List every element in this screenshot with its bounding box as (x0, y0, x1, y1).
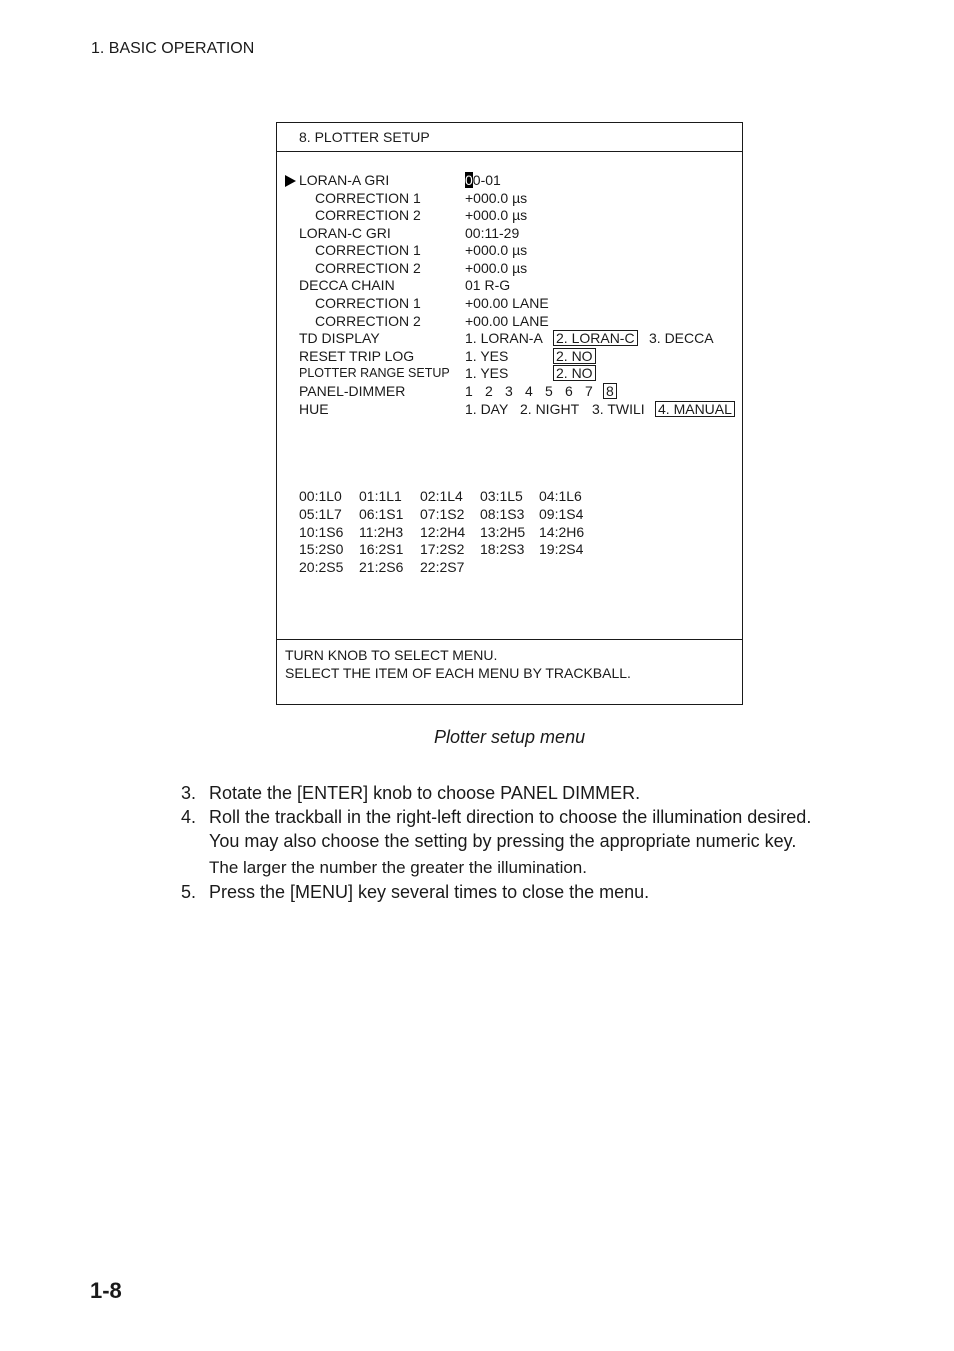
screen-title-bar (277, 123, 742, 152)
chain-code: 22:2S7 (420, 559, 465, 575)
option-no-selected[interactable]: 2. NO (553, 348, 596, 364)
screen-footer (277, 639, 742, 704)
menu-value[interactable]: +000.0 µs (465, 207, 528, 223)
chain-code: 15:2S0 (299, 541, 344, 557)
chain-code: 20:2S5 (299, 559, 344, 575)
option-no-selected[interactable]: 2. NO (553, 365, 596, 381)
menu-label: LORAN-A GRI (299, 172, 390, 188)
edit-cursor: 0 (465, 172, 473, 188)
dimmer-level-7[interactable]: 7 (585, 383, 593, 399)
menu-label: TD DISPLAY (299, 330, 380, 346)
chain-code: 19:2S4 (539, 541, 584, 557)
menu-label: CORRECTION 2 (315, 260, 421, 276)
option-manual-selected[interactable]: 4. MANUAL (655, 401, 735, 417)
menu-label: RESET TRIP LOG (299, 348, 415, 364)
chain-code: 02:1L4 (420, 488, 463, 504)
chain-code: 12:2H4 (420, 524, 466, 540)
menu-label: CORRECTION 1 (315, 190, 421, 206)
step-text: Press the [MENU] key several times to close the menu. (209, 882, 650, 902)
chain-code: 09:1S4 (539, 506, 584, 522)
page-number: 1-8 (90, 1278, 122, 1303)
step-text: Roll the trackball in the right-left direction to choose the illumination desired. (209, 807, 812, 827)
menu-label: CORRECTION 2 (315, 207, 421, 223)
menu-value[interactable]: +00.00 LANE (465, 295, 549, 311)
chain-code: 11:2H3 (359, 524, 404, 540)
option-loran-c-selected[interactable]: 2. LORAN-C (553, 330, 638, 346)
footer-instruction: SELECT THE ITEM OF EACH MENU BY TRACKBALL. (285, 665, 631, 681)
plotter-setup-screen (276, 122, 743, 705)
chain-code: 18:2S3 (480, 541, 525, 557)
menu-value[interactable]: 01 R-G (465, 277, 511, 293)
figure-caption: Plotter setup menu (434, 727, 586, 747)
option-twili[interactable]: 3. TWILI (592, 401, 645, 417)
dimmer-level-8-selected[interactable]: 8 (603, 383, 617, 399)
chain-code: 16:2S1 (359, 541, 404, 557)
menu-label: DECCA CHAIN (299, 277, 395, 293)
chain-code: 07:1S2 (420, 506, 465, 522)
section-header: 1. BASIC OPERATION (91, 40, 255, 57)
step-number: 3. (181, 783, 197, 803)
value-text: 0-01 (472, 172, 501, 188)
chain-code: 01:1L1 (359, 488, 402, 504)
step-text: Rotate the [ENTER] knob to choose PANEL DIMMER. (209, 783, 641, 803)
option-night[interactable]: 2. NIGHT (520, 401, 580, 417)
option-decca[interactable]: 3. DECCA (649, 330, 714, 346)
menu-value[interactable] (465, 172, 501, 188)
menu-label: LORAN-C GRI (299, 225, 391, 241)
option-yes[interactable]: 1. YES (465, 365, 509, 381)
chain-code: 05:1L7 (299, 506, 342, 522)
dimmer-level-5[interactable]: 5 (545, 383, 553, 399)
chain-code: 03:1L5 (480, 488, 523, 504)
chain-code: 04:1L6 (539, 488, 582, 504)
chain-code: 21:2S6 (359, 559, 404, 575)
chain-code: 10:1S6 (299, 524, 344, 540)
menu-value[interactable]: +000.0 µs (465, 190, 528, 206)
menu-value[interactable]: +000.0 µs (465, 242, 528, 258)
dimmer-level-2[interactable]: 2 (485, 383, 493, 399)
menu-value[interactable]: +000.0 µs (465, 260, 528, 276)
menu-label: CORRECTION 1 (315, 242, 421, 258)
screen-title: 8. PLOTTER SETUP (299, 129, 430, 145)
option-day[interactable]: 1. DAY (465, 401, 509, 417)
step-text: You may also choose the setting by pressing the appropriate numeric key. (209, 831, 797, 851)
menu-label: PLOTTER RANGE SETUP (299, 366, 450, 380)
dimmer-level-6[interactable]: 6 (565, 383, 573, 399)
option-yes[interactable]: 1. YES (465, 348, 509, 364)
chain-code: 06:1S1 (359, 506, 404, 522)
step-4-note: The larger the number the greater the illumination. (209, 858, 587, 877)
menu-label: HUE (299, 401, 329, 417)
dimmer-level-1[interactable]: 1 (465, 383, 473, 399)
dimmer-level-4[interactable]: 4 (525, 383, 533, 399)
chain-code: 00:1L0 (299, 488, 342, 504)
chain-code: 17:2S2 (420, 541, 465, 557)
chain-code: 13:2H5 (480, 524, 526, 540)
chain-code: 14:2H6 (539, 524, 585, 540)
option-loran-a[interactable]: 1. LORAN-A (465, 330, 543, 346)
step-number: 4. (181, 807, 197, 827)
menu-value[interactable]: 00:11-29 (465, 225, 520, 241)
cursor-arrow-icon (285, 175, 296, 187)
dimmer-level-3[interactable]: 3 (505, 383, 513, 399)
menu-label: CORRECTION 1 (315, 295, 421, 311)
footer-instruction: TURN KNOB TO SELECT MENU. (285, 647, 498, 663)
menu-label: CORRECTION 2 (315, 313, 421, 329)
menu-label: PANEL-DIMMER (299, 383, 406, 399)
chain-code: 08:1S3 (480, 506, 525, 522)
step-number: 5. (181, 882, 197, 902)
menu-value[interactable]: +00.00 LANE (465, 313, 549, 329)
